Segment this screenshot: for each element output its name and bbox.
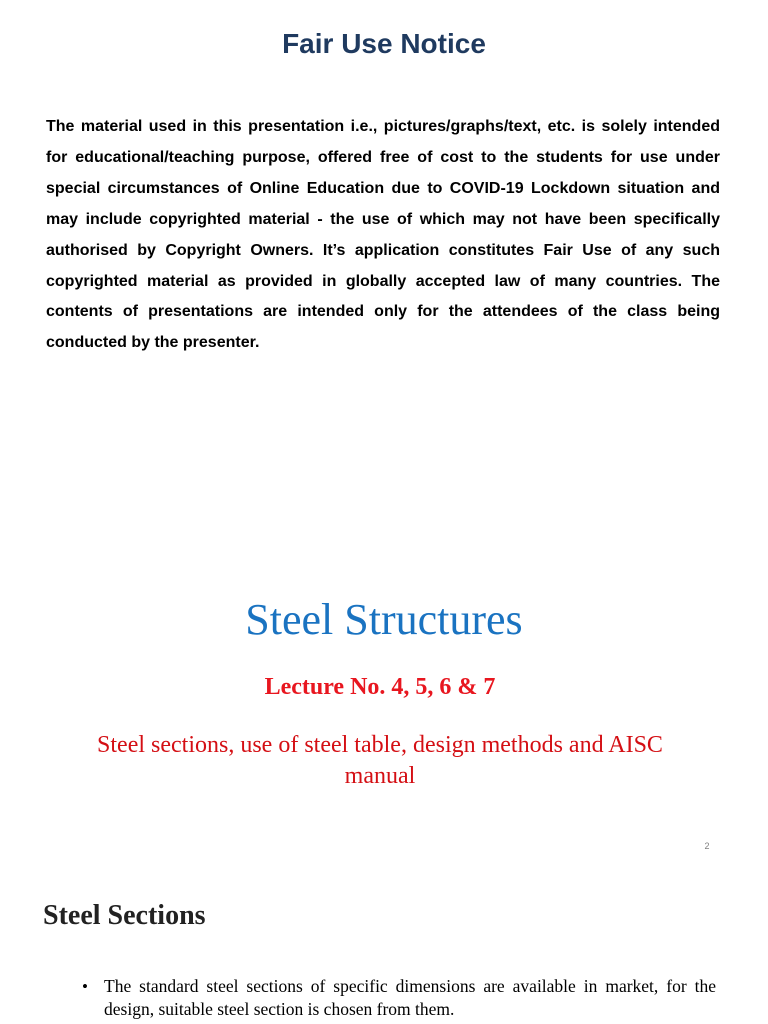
title-slide <box>0 560 768 860</box>
notice-title: Fair Use Notice <box>282 28 486 59</box>
list-item <box>80 975 716 1021</box>
bullet-icon: • <box>82 977 88 996</box>
bullet-text: The standard steel sections of specific dimensions are available in market, for the design, suitable steel section is chosen from them. <box>104 976 716 1019</box>
fair-use-slide <box>0 0 768 420</box>
lecture-subtitle: Steel sections, use of steel table, design methods and AISC manual <box>97 732 663 789</box>
lecture-number: Lecture No. 4, 5, 6 & 7 <box>264 674 496 700</box>
notice-body: The material used in this presentation i.e., pictures/graphs/text, etc. is solely intended for educational/teaching purpose, offered free of cost to the students for use under special circumstances of Online Education due to COVID-19 Lockdown situation and may include copyrighted material - the use of which may not have been specifically authorised by Copyright Owners. It’s application constitutes Fair Use of any such copyrighted material as provided in globally accepted law of many countries. The contents of presentations are intended only for the attendees of the class being conducted by the presenter. <box>46 118 720 352</box>
presentation-title: Steel Structures <box>245 595 523 644</box>
bullet-list <box>80 975 716 1021</box>
slide-number: 2 <box>704 841 710 851</box>
section-heading: Steel Sections <box>43 900 206 931</box>
steel-sections-slide <box>0 880 768 1024</box>
